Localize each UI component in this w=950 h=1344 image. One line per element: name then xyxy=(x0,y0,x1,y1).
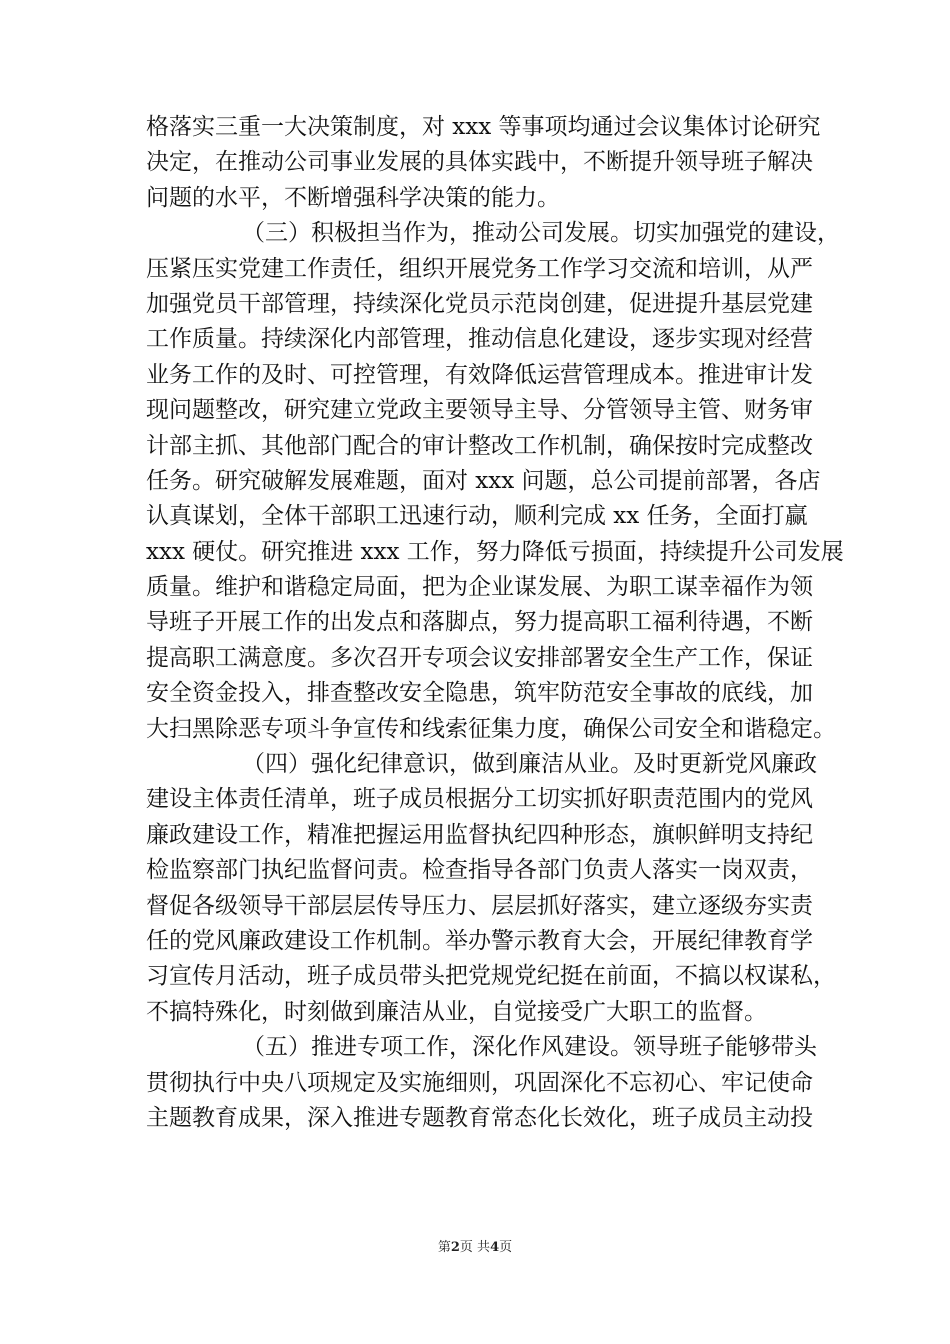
text-line: 质量。维护和谐稳定局面，把为企业谋发展、为职工谋幸福作为领 xyxy=(146,574,813,601)
text-line: 安全资金投入，排查整改安全隐患，筑牢防范安全事故的底线，加 xyxy=(146,680,813,707)
text-line: 业务工作的及时、可控管理，有效降低运营管理成本。推进审计发 xyxy=(146,361,813,388)
text-line: xxx 硬仗。研究推进 xxx 工作，努力降低亏损面，持续提升公司发展 xyxy=(146,538,844,565)
text-line: 导班子开展工作的出发点和落脚点，努力提高职工福利待遇，不断 xyxy=(146,609,813,636)
text-line: 习宣传月活动，班子成员带头把党规党纪挺在前面，不搞以权谋私， xyxy=(146,963,836,990)
text-line: 检监察部门执纪监督问责。检查指导各部门负责人落实一岗双责， xyxy=(146,857,813,884)
text-line: 现问题整改，研究建立党政主要领导主导、分管领导主管、财务审 xyxy=(146,397,813,424)
document-body xyxy=(146,110,844,1136)
text-line: （三）积极担当作为，推动公司发展。切实加强党的建设， xyxy=(242,220,840,247)
text-line: 工作质量。持续深化内部管理，推动信息化建设，逐步实现对经营 xyxy=(146,326,813,353)
text-line: 加强党员干部管理，持续深化党员示范岗创建，促进提升基层党建 xyxy=(146,290,813,317)
text-line: （四）强化纪律意识，做到廉洁从业。及时更新党风廉政 xyxy=(242,751,817,778)
current-page-number: 2 xyxy=(450,1240,460,1255)
text-line: 不搞特殊化，时刻做到廉洁从业，自觉接受广大职工的监督。 xyxy=(146,998,767,1025)
text-line: 任的党风廉政建设工作机制。举办警示教育大会，开展纪律教育学 xyxy=(146,927,813,954)
footer-prefix: 第 xyxy=(437,1240,451,1255)
text-line: 格落实三重一大决策制度，对 xxx 等事项均通过会议集体讨论研究 xyxy=(146,114,821,140)
page-footer xyxy=(0,1236,950,1255)
text-line: 提高职工满意度。多次召开专项会议安排部署安全生产工作，保证 xyxy=(146,644,813,671)
text-line: 计部主抓、其他部门配合的审计整改工作机制，确保按时完成整改 xyxy=(146,432,813,459)
text-line: 大扫黑除恶专项斗争宣传和线索征集力度，确保公司安全和谐稳定。 xyxy=(146,715,836,742)
text-line: 任务。研究破解发展难题，面对 xxx 问题，总公司提前部署，各店 xyxy=(146,467,821,494)
text-line: 压紧压实党建工作责任，组织开展党务工作学习交流和培训，从严 xyxy=(146,255,813,282)
text-line: 决定，在推动公司事业发展的具体实践中，不断提升领导班子解决 xyxy=(146,149,813,176)
text-line: （五）推进专项工作，深化作风建设。领导班子能够带头 xyxy=(242,1034,817,1061)
text-line: 廉政建设工作，精准把握运用监督执纪四种形态，旗帜鲜明支持纪 xyxy=(146,821,813,848)
text-line: 督促各级领导干部层层传导压力、层层抓好落实，建立逐级夯实责 xyxy=(146,892,813,919)
total-page-number: 4 xyxy=(490,1240,500,1255)
text-line: 贯彻执行中央八项规定及实施细则，巩固深化不忘初心、牢记使命 xyxy=(146,1069,813,1096)
footer-middle: 页 共 xyxy=(459,1240,491,1255)
footer-suffix: 页 xyxy=(499,1240,513,1255)
text-line: 建设主体责任清单，班子成员根据分工切实抓好职责范围内的党风 xyxy=(146,786,813,813)
text-line: 问题的水平，不断增强科学决策的能力。 xyxy=(146,184,560,211)
text-line: 主题教育成果，深入推进专题教育常态化长效化，班子成员主动投 xyxy=(146,1104,813,1131)
text-line: 认真谋划，全体干部职工迅速行动，顺利完成 xx 任务，全面打赢 xyxy=(146,503,808,530)
